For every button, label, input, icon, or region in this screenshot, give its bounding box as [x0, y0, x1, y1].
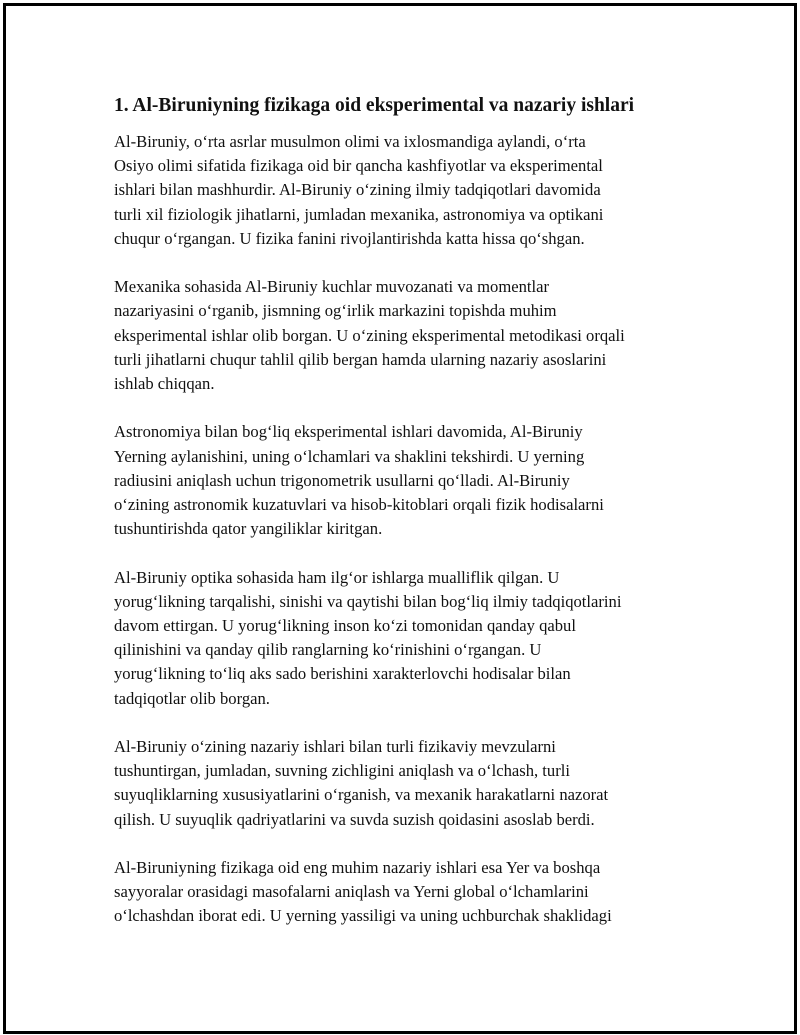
paragraph-line: tadqiqotlar olib borgan.	[114, 688, 270, 708]
paragraph-line: o‘zining astronomik kuzatuvlari va hisob-kitoblari orqali fizik hodisalarni	[114, 495, 604, 515]
paragraph-line: Al-Biruniy optika sohasida ham ilg‘or ishlarga mualliflik qilgan. U	[114, 567, 560, 587]
paragraph-line: sayyoralar orasidagi masofalarni aniqlash va Yerni global o‘lchamlarini	[114, 882, 589, 902]
paragraph	[114, 735, 694, 832]
paragraph-line: Al-Biruniy o‘zining nazariy ishlari bilan turli fizikaviy mevzularni	[114, 737, 556, 757]
document-body	[114, 94, 694, 953]
paragraph-line: Al-Biruniy, o‘rta asrlar musulmon olimi va ixlosmandiga aylandi, o‘rta	[114, 132, 586, 151]
paragraph-line: qilish. U suyuqlik qadriyatlarini va suvda suzish qoidasini asoslab berdi.	[114, 809, 595, 829]
section-heading: 1. Al-Biruniyning fizikaga oid eksperimental va nazariy ishlari	[114, 95, 635, 116]
paragraph-line: chuqur o‘rgangan. U fizika fanini rivojlantirishda katta hissa qo‘shgan.	[114, 228, 585, 248]
paragraph-line: ishlari bilan mashhurdir. Al-Biruniy o‘zining ilmiy tadqiqotlari davomida	[114, 180, 601, 200]
paragraph-line: radiusini aniqlash uchun trigonometrik usullarni qo‘lladi. Al-Biruniy	[114, 470, 570, 490]
paragraph	[114, 566, 694, 711]
paragraph	[114, 856, 694, 929]
paragraph-line: Yerning aylanishini, uning o‘lchamlari va shaklini tekshirdi. U yerning	[114, 446, 585, 466]
paragraph	[114, 275, 694, 396]
paragraph-line: Mexanika sohasida Al-Biruniy kuchlar muvozanati va momentlar	[114, 277, 550, 297]
paragraph-line: Al-Biruniyning fizikaga oid eng muhim nazariy ishlari esa Yer va boshqa	[114, 858, 601, 878]
paragraph-line: davom ettirgan. U yorug‘likning inson ko‘zi tomonidan qanday qabul	[114, 616, 576, 636]
paragraph-line: qilinishini va qanday qilib ranglarning ko‘rinishini o‘rgangan. U	[114, 640, 542, 660]
paragraph	[114, 130, 694, 251]
paragraph-line: nazariyasini o‘rganib, jismning og‘irlik markazini topishda muhim	[114, 301, 557, 321]
paragraph-line: yorug‘likning tarqalishi, sinishi va qaytishi bilan bog‘liq ilmiy tadqiqotlarini	[114, 591, 622, 611]
paragraph	[114, 420, 694, 541]
paragraph-list	[114, 130, 694, 929]
paragraph-line: turli jihatlarni chuqur tahlil qilib bergan hamda ularning nazariy asoslarini	[114, 349, 607, 369]
paragraph-line: suyuqliklarning xususiyatlarini o‘rganish, va mexanik harakatlarni nazorat	[114, 785, 609, 805]
paragraph-line: eksperimental ishlar olib borgan. U o‘zining eksperimental metodikasi orqali	[114, 325, 625, 345]
paragraph-line: turli xil fiziologik jihatlarni, jumladan mexanika, astronomiya va optikani	[114, 204, 604, 224]
paragraph-line: tushuntirgan, jumladan, suvning zichligini aniqlash va o‘lchash, turli	[114, 761, 570, 781]
paragraph-line: o‘lchashdan iborat edi. U yerning yassiligi va uning uchburchak shaklidagi	[114, 906, 612, 926]
paragraph-line: Astronomiya bilan bog‘liq eksperimental ishlari davomida, Al-Biruniy	[114, 422, 583, 442]
paragraph-line: Osiyo olimi sifatida fizikaga oid bir qancha kashfiyotlar va eksperimental	[114, 156, 603, 176]
paragraph-line: ishlab chiqqan.	[114, 374, 215, 394]
paragraph-line: yorug‘likning to‘liq aks sado berishini xarakterlovchi hodisalar bilan	[114, 664, 571, 684]
paragraph-line: tushuntirishda qator yangiliklar kiritgan.	[114, 519, 383, 539]
